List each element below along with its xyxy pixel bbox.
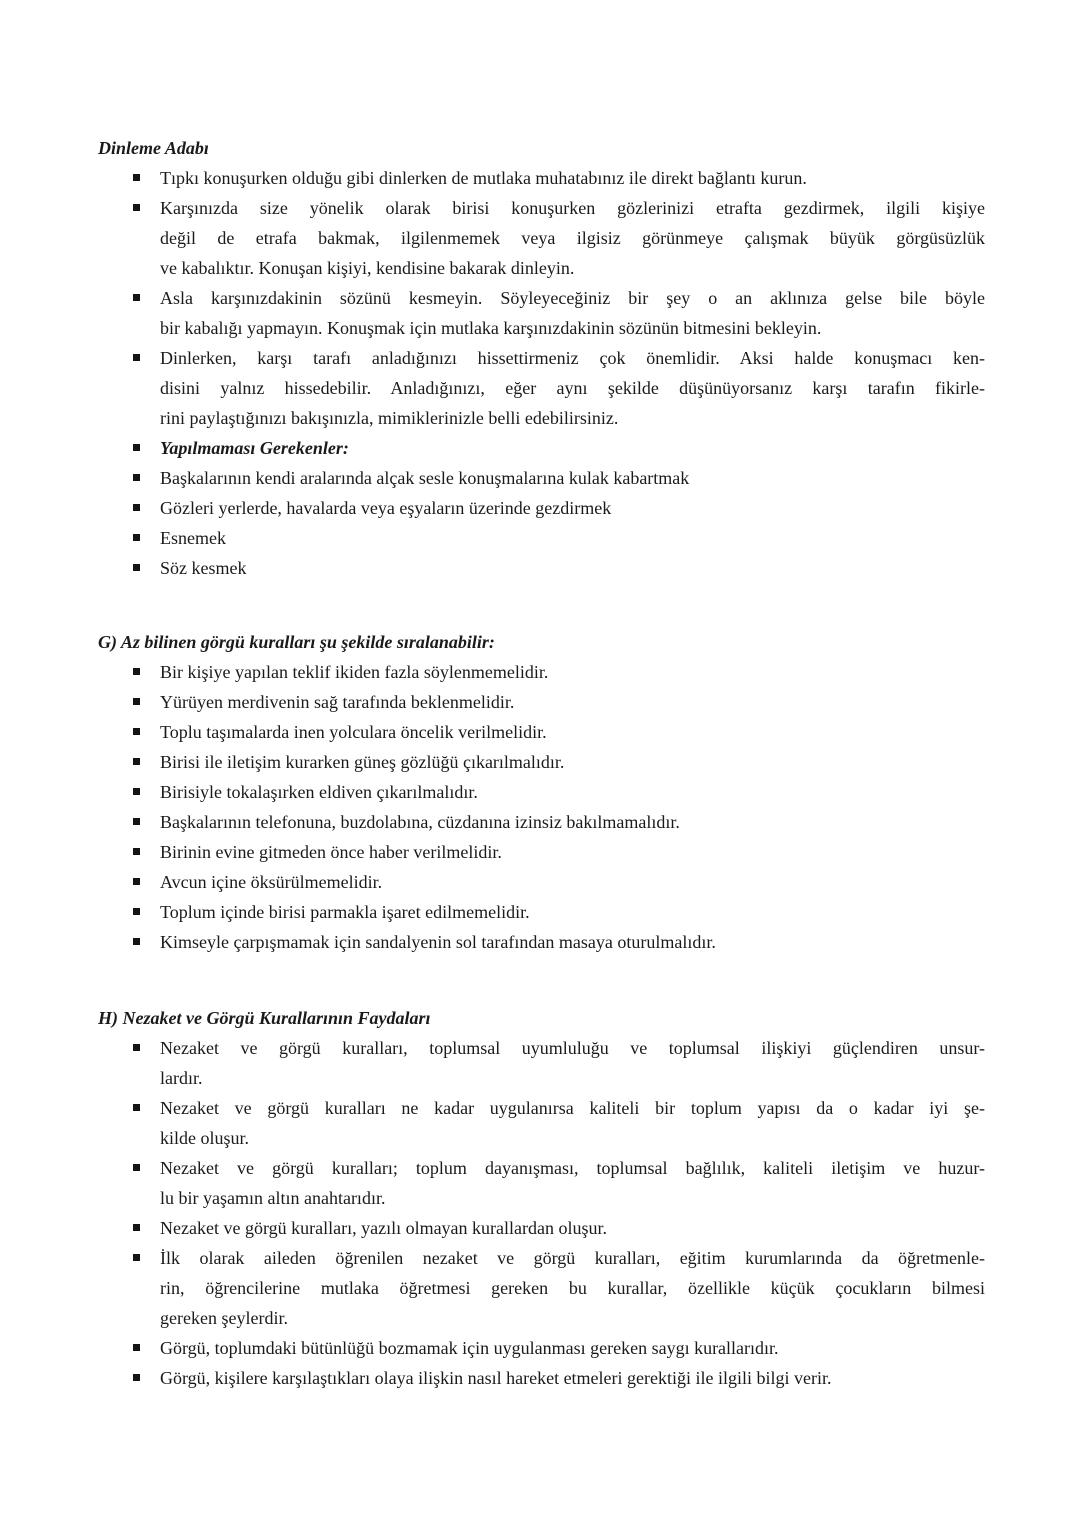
text-line: Karşınızda size yönelik olarak birisi konuşurken gözlerinizi etrafta gezdirmek, ilgili kişiye <box>160 198 985 218</box>
square-bullet-icon <box>133 174 140 181</box>
section-az-bilinen-gorgu-kurallari <box>98 627 985 957</box>
text-line: kilde oluşur. <box>160 1128 249 1148</box>
text-line: Başkalarının kendi aralarında alçak sesle konuşmalarına kulak kabartmak <box>160 468 690 488</box>
text-line: ve kabalıktır. Konuşan kişiyi, kendisine bakarak dinleyin. <box>160 258 575 278</box>
text-line: Nezaket ve görgü kuralları, yazılı olmayan kurallardan oluşur. <box>160 1218 608 1238</box>
text-line: gereken şeylerdir. <box>160 1308 288 1328</box>
bullet-item <box>98 1093 985 1153</box>
square-bullet-icon <box>133 1224 140 1231</box>
square-bullet-icon <box>133 788 140 795</box>
section-dinleme-adabi <box>98 133 985 583</box>
section-heading-az-bilinen-gorgu-kurallari: G) Az bilinen görgü kuralları şu şekilde sıralanabilir: <box>98 632 495 652</box>
text-line: Yapılmaması Gerekenler: <box>160 438 349 458</box>
bullet-item <box>98 927 985 957</box>
bullet-item <box>98 687 985 717</box>
text-line: Kimseyle çarpışmamak için sandalyenin sol tarafından masaya oturulmalıdır. <box>160 932 716 952</box>
bullet-item <box>98 777 985 807</box>
bullet-item <box>98 283 985 343</box>
square-bullet-icon <box>133 1104 140 1111</box>
square-bullet-icon <box>133 474 140 481</box>
bullet-item <box>98 837 985 867</box>
text-line: Birisiyle tokalaşırken eldiven çıkarılmalıdır. <box>160 782 478 802</box>
text-line: Nezaket ve görgü kuralları; toplum dayanışması, toplumsal bağlılık, kaliteli iletişim ve huzur- <box>160 1158 985 1178</box>
text-line: disini yalnız hissedebilir. Anladığınızı, eğer aynı şekilde düşünüyorsanız karşı tarafın fikirle- <box>160 378 985 398</box>
text-line: Birinin evine gitmeden önce haber verilmelidir. <box>160 842 502 862</box>
square-bullet-icon <box>133 1164 140 1171</box>
square-bullet-icon <box>133 444 140 451</box>
bullet-item <box>98 1333 985 1363</box>
bullet-item <box>98 523 985 553</box>
bullet-item <box>98 1363 985 1393</box>
bullet-item <box>98 717 985 747</box>
bullet-item <box>98 193 985 283</box>
bullet-item <box>98 1033 985 1093</box>
square-bullet-icon <box>133 564 140 571</box>
bullet-item <box>98 1243 985 1333</box>
square-bullet-icon <box>133 818 140 825</box>
section-heading-nezaket-ve-gorgu-faydalari: H) Nezaket ve Görgü Kurallarının Faydaları <box>98 1008 431 1028</box>
square-bullet-icon <box>133 698 140 705</box>
text-line: Asla karşınızdakinin sözünü kesmeyin. Söyleyeceğiniz bir şey o an aklınıza gelse bile böyle <box>160 288 985 308</box>
text-line: rini paylaştığınızı bakışınızla, mimiklerinizle belli edebilirsiniz. <box>160 408 619 428</box>
bullet-item <box>98 493 985 523</box>
square-bullet-icon <box>133 354 140 361</box>
square-bullet-icon <box>133 1254 140 1261</box>
text-line: lu bir yaşamın altın anahtarıdır. <box>160 1188 386 1208</box>
square-bullet-icon <box>133 668 140 675</box>
text-line: Nezaket ve görgü kuralları, toplumsal uyumluluğu ve toplumsal ilişkiyi güçlendiren unsur- <box>160 1038 985 1058</box>
square-bullet-icon <box>133 204 140 211</box>
text-line: Yürüyen merdivenin sağ tarafında beklenmelidir. <box>160 692 515 712</box>
text-line: Tıpkı konuşurken olduğu gibi dinlerken de mutlaka muhatabınız ile direkt bağlantı kurun. <box>160 168 807 188</box>
section-heading-dinleme-adabi: Dinleme Adabı <box>98 138 209 158</box>
text-line: Esnemek <box>160 528 226 548</box>
bullet-item <box>98 433 985 463</box>
square-bullet-icon <box>133 504 140 511</box>
section-nezaket-ve-gorgu-faydalari <box>98 1003 985 1393</box>
square-bullet-icon <box>133 758 140 765</box>
square-bullet-icon <box>133 1344 140 1351</box>
text-line: değil de etrafa bakmak, ilgilenmemek veya ilgisiz görünmeye çalışmak büyük görgüsüzlük <box>160 228 985 248</box>
bullet-item <box>98 867 985 897</box>
square-bullet-icon <box>133 878 140 885</box>
bullet-item <box>98 1153 985 1213</box>
bullet-item <box>98 343 985 433</box>
text-line: bir kabalığı yapmayın. Konuşmak için mutlaka karşınızdakinin sözünün bitmesini bekleyin. <box>160 318 822 338</box>
square-bullet-icon <box>133 938 140 945</box>
bullet-item <box>98 747 985 777</box>
square-bullet-icon <box>133 1044 140 1051</box>
bullet-item <box>98 807 985 837</box>
text-line: Başkalarının telefonuna, buzdolabına, cüzdanına izinsiz bakılmamalıdır. <box>160 812 680 832</box>
square-bullet-icon <box>133 728 140 735</box>
text-line: Görgü, kişilere karşılaştıkları olaya ilişkin nasıl hareket etmeleri gerektiği ile ilgili bilgi verir. <box>160 1368 832 1388</box>
text-line: Birisi ile iletişim kurarken güneş gözlüğü çıkarılmalıdır. <box>160 752 565 772</box>
text-line: Söz kesmek <box>160 558 247 578</box>
text-line: Toplu taşımalarda inen yolculara öncelik verilmelidir. <box>160 722 547 742</box>
text-line: İlk olarak aileden öğrenilen nezaket ve görgü kuralları, eğitim kurumlarında da öğretmenle- <box>160 1248 985 1268</box>
text-line: lardır. <box>160 1068 203 1088</box>
bullet-item <box>98 553 985 583</box>
bullet-item <box>98 463 985 493</box>
bullet-item <box>98 897 985 927</box>
text-line: Dinlerken, karşı tarafı anladığınızı hissettirmeniz çok önemlidir. Aksi halde konuşmacı ken- <box>160 348 985 368</box>
text-line: Bir kişiye yapılan teklif ikiden fazla söylenmemelidir. <box>160 662 549 682</box>
square-bullet-icon <box>133 294 140 301</box>
text-line: Avcun içine öksürülmemelidir. <box>160 872 383 892</box>
bullet-item <box>98 1213 985 1243</box>
text-line: Nezaket ve görgü kuralları ne kadar uygulanırsa kaliteli bir toplum yapısı da o kadar iyi şe- <box>160 1098 985 1118</box>
bullet-item <box>98 163 985 193</box>
text-line: Toplum içinde birisi parmakla işaret edilmemelidir. <box>160 902 530 922</box>
text-line: Görgü, toplumdaki bütünlüğü bozmamak için uygulanması gereken saygı kurallarıdır. <box>160 1338 779 1358</box>
square-bullet-icon <box>133 908 140 915</box>
bullet-item <box>98 657 985 687</box>
square-bullet-icon <box>133 848 140 855</box>
text-line: rin, öğrencilerine mutlaka öğretmesi gereken bu kurallar, özellikle küçük çocukların bilmesi <box>160 1278 985 1298</box>
square-bullet-icon <box>133 534 140 541</box>
text-line: Gözleri yerlerde, havalarda veya eşyaların üzerinde gezdirmek <box>160 498 612 518</box>
square-bullet-icon <box>133 1374 140 1381</box>
